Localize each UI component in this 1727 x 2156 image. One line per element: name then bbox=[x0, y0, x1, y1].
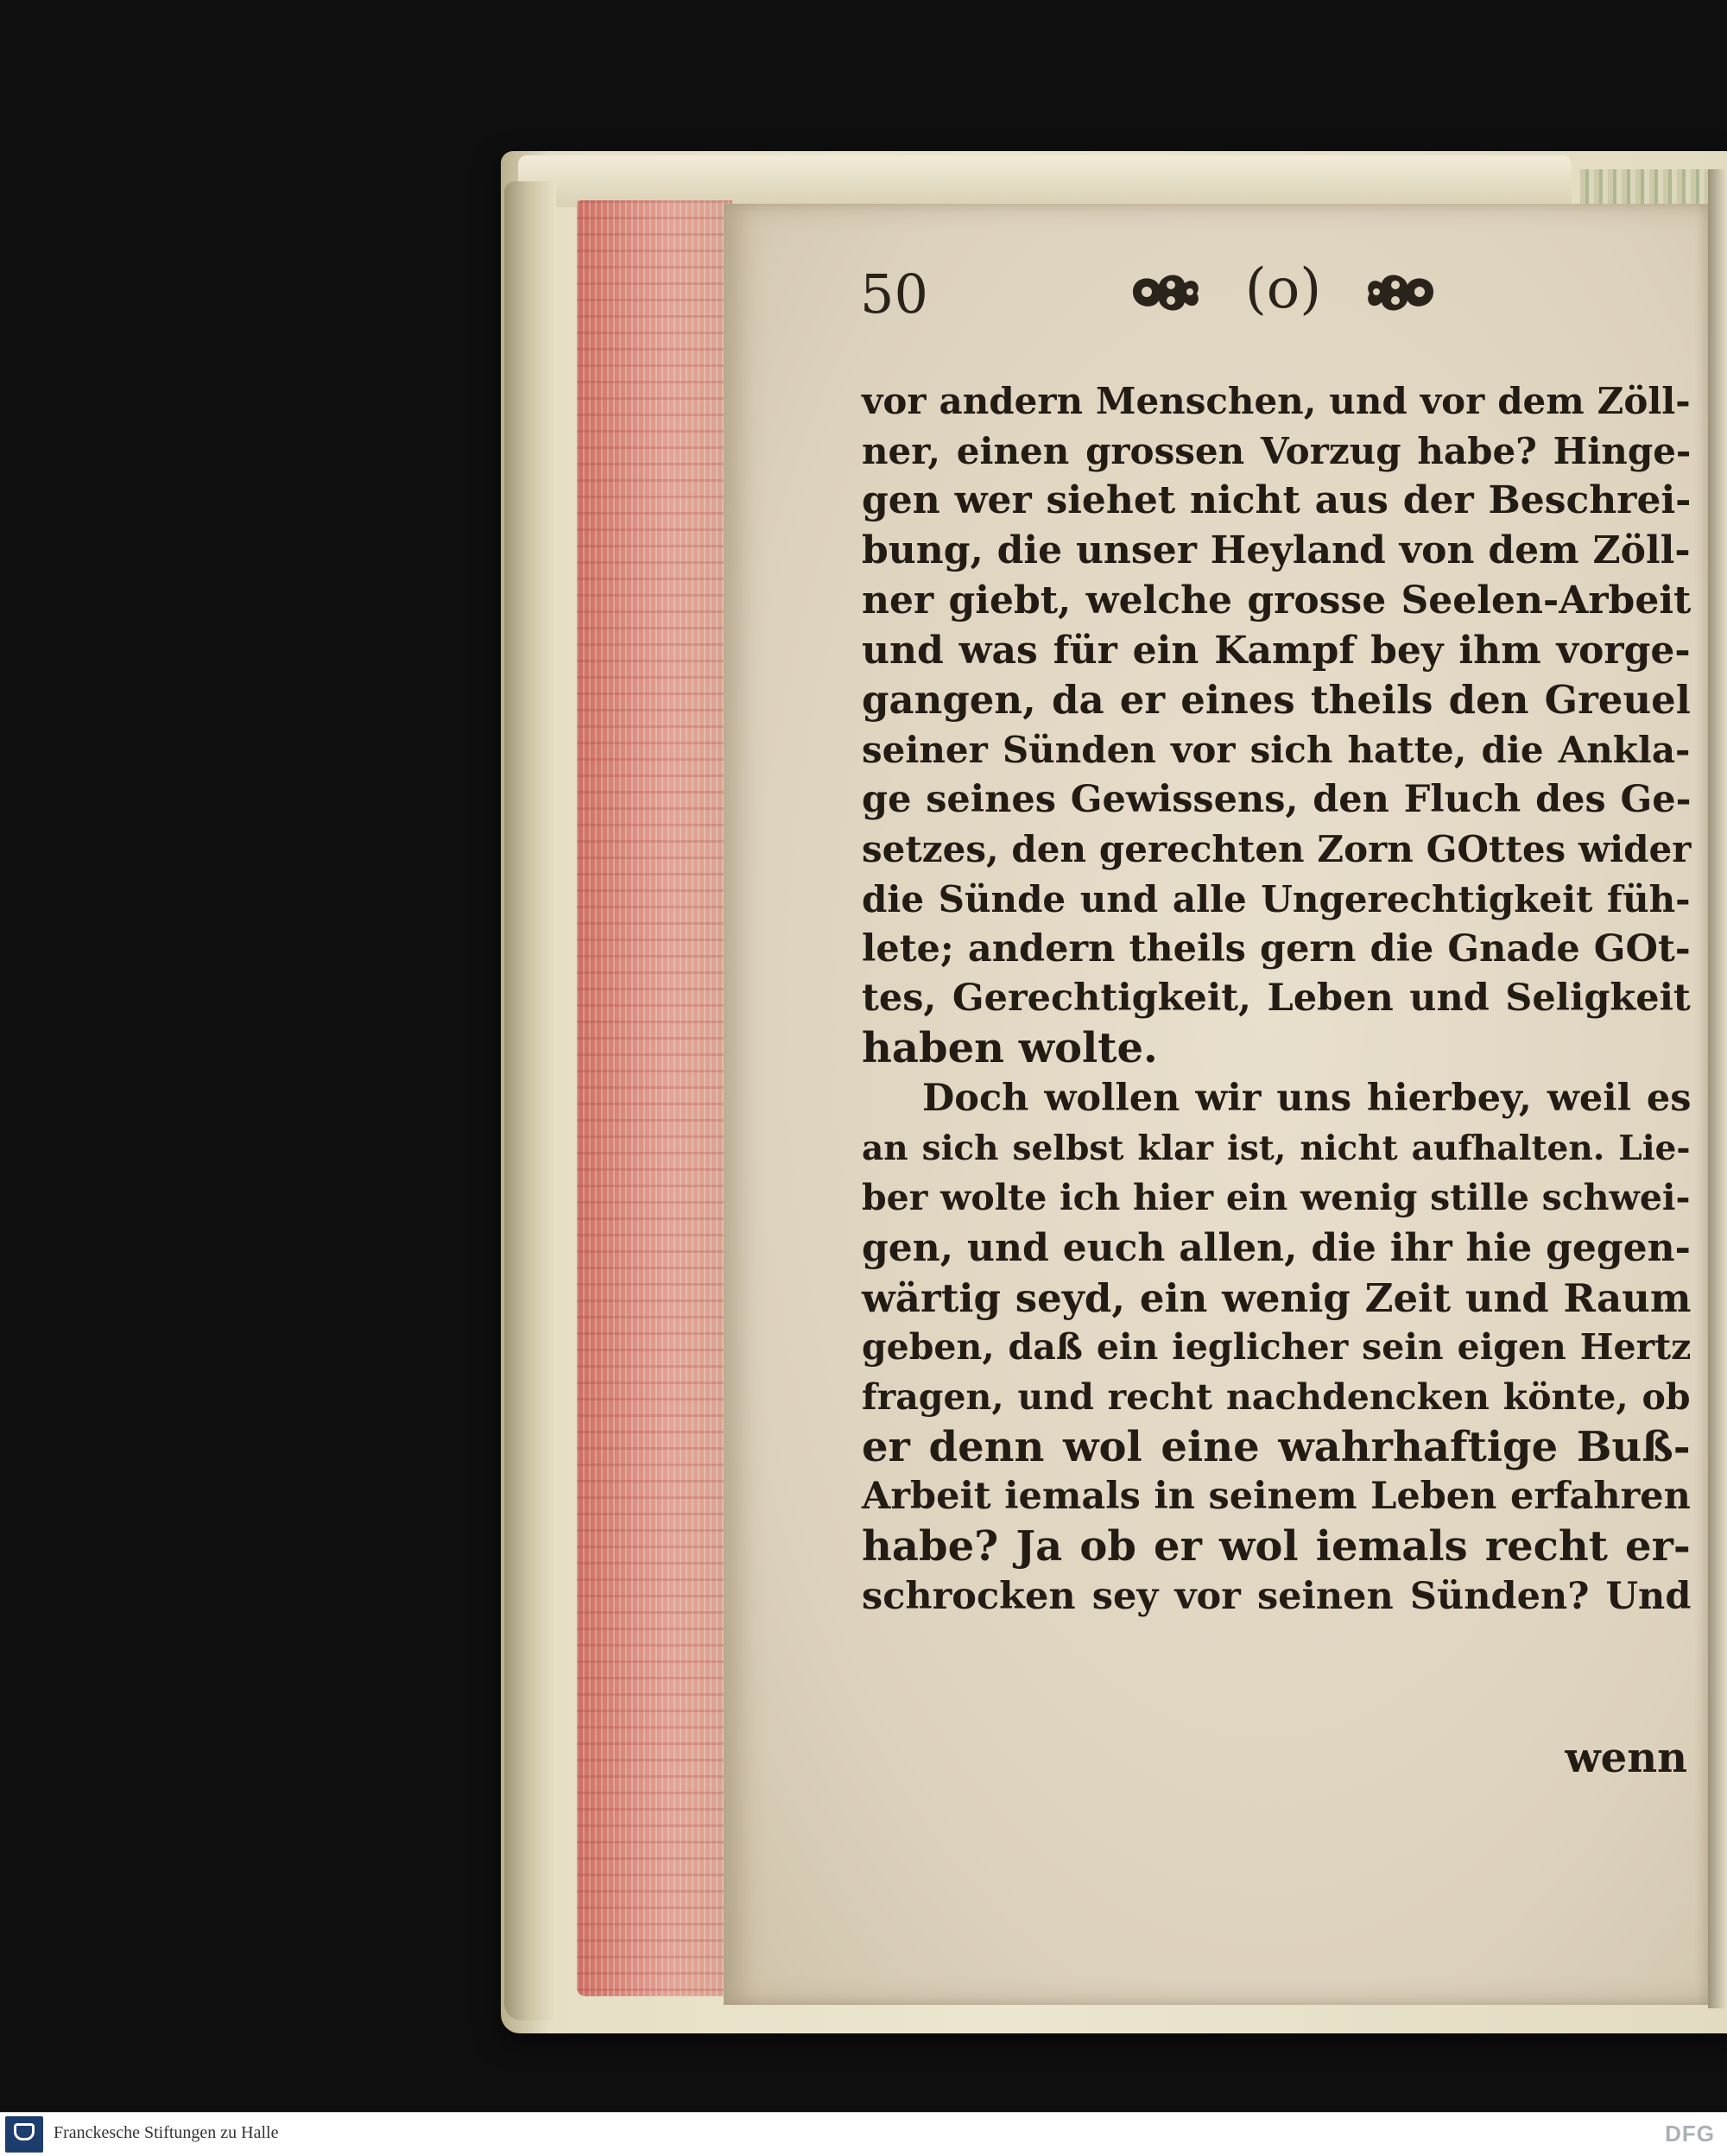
page-header bbox=[860, 257, 1637, 335]
catchword: wenn bbox=[1565, 1734, 1687, 1782]
text-line: die Sünde und alle Ungerechtigkeit füh- bbox=[862, 878, 1691, 921]
header-ornament bbox=[1128, 257, 1439, 326]
text-line: an sich selbst klar ist, nicht aufhalten. Lie- bbox=[862, 1128, 1691, 1168]
viewer-footer bbox=[0, 2112, 1727, 2156]
text-line: Doch wollen wir uns hierbey, weil es bbox=[922, 1076, 1692, 1120]
text-line: ner giebt, welche grosse Seelen-Arbeit bbox=[862, 578, 1692, 623]
text-line: ner, einen grossen Vorzug habe? Hinge- bbox=[862, 429, 1692, 472]
text-line: er denn wol eine wahrhaftige Buß- bbox=[862, 1422, 1691, 1471]
text-line: ge seines Gewissens, den Fluch des Ge- bbox=[862, 777, 1692, 821]
page-number: 50 bbox=[860, 262, 928, 326]
book-cover-top bbox=[518, 155, 1572, 207]
dfg-logo[interactable]: DFG bbox=[1665, 2121, 1715, 2147]
book-spine bbox=[504, 181, 556, 2020]
text-line: und was für ein Kampf bey ihm vorge- bbox=[862, 628, 1691, 673]
header-mark: (o) bbox=[1244, 257, 1322, 321]
text-line: schrocken sey vor seinen Sünden? Und bbox=[862, 1574, 1692, 1618]
bookmark-ribbon bbox=[1580, 169, 1727, 204]
text-line: tes, Gerechtigkeit, Leben und Seligkeit bbox=[862, 977, 1691, 1021]
text-line: geben, daß ein ieglicher sein eigen Hertz bbox=[862, 1326, 1692, 1369]
text-line: setzes, den gerechten Zorn GOttes wider bbox=[862, 828, 1692, 871]
text-line: vor andern Menschen, und vor dem Zöll- bbox=[862, 380, 1691, 422]
facing-page-edge bbox=[1708, 169, 1727, 2008]
page-edges bbox=[577, 200, 732, 1996]
text-line: fragen, und recht nachdencken könte, ob bbox=[862, 1376, 1691, 1419]
text-line: lete; andern theils gern die Gnade GOt- bbox=[862, 926, 1691, 971]
body-text bbox=[862, 376, 1691, 1622]
text-line: wärtig seyd, ein wenig Zeit und Raum bbox=[862, 1274, 1692, 1321]
printer-ornament-icon bbox=[1363, 266, 1439, 318]
printed-page bbox=[724, 204, 1708, 2005]
text-line: bung, die unser Heyland von dem Zöll- bbox=[862, 528, 1691, 573]
text-line: habe? Ja ob er wol iemals recht er- bbox=[862, 1522, 1691, 1571]
text-line: seiner Sünden vor sich hatte, die Ankla- bbox=[862, 728, 1691, 771]
text-line: haben wolte. bbox=[862, 1024, 1158, 1073]
foundation-logo-icon[interactable] bbox=[5, 2116, 43, 2153]
text-line: ber wolte ich hier ein wenig stille schwei- bbox=[862, 1177, 1691, 1219]
text-line: gen, und euch allen, die ihr hie gegen- bbox=[862, 1225, 1691, 1270]
institution-name[interactable]: Franckesche Stiftungen zu Halle bbox=[54, 2123, 279, 2142]
text-line: Arbeit iemals in seinem Leben erfahren bbox=[862, 1475, 1691, 1519]
text-line: gangen, da er eines theils den Greuel bbox=[862, 677, 1691, 724]
printer-ornament-icon bbox=[1128, 266, 1204, 318]
text-line: gen wer siehet nicht aus der Beschrei- bbox=[862, 478, 1692, 523]
